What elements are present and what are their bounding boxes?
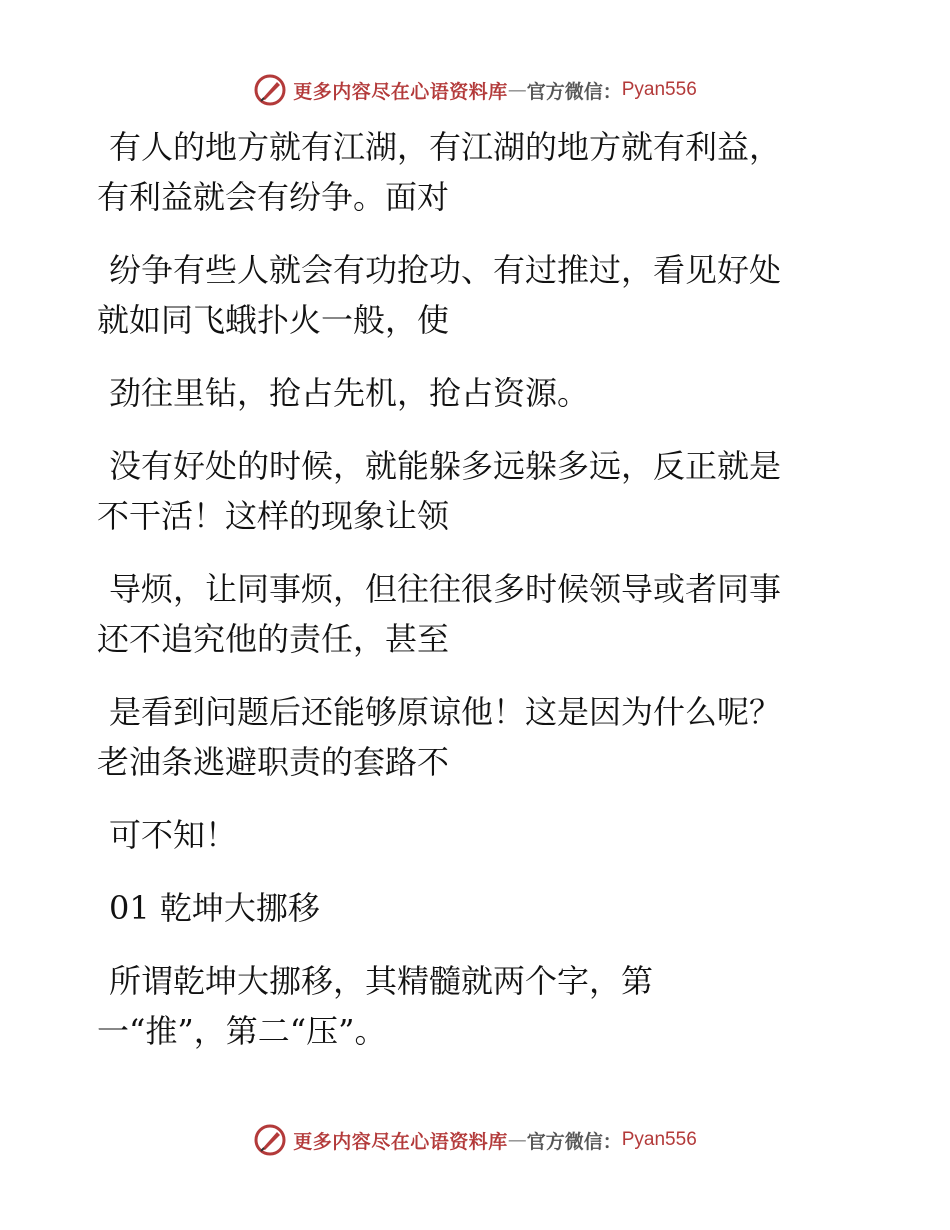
watermark-wechat-id: Pyan556 (621, 1129, 697, 1150)
watermark-dash: — (507, 79, 527, 101)
text-line: 有利益就会有纷争。面对 (97, 178, 450, 216)
heading-text: 01 乾坤大挪移 (109, 889, 320, 927)
paragraph-4 (97, 441, 837, 541)
text-line: 一“推”，第二“压”。 (97, 1012, 387, 1050)
footer-watermark (0, 1120, 950, 1160)
paragraph-1 (97, 122, 837, 222)
text-line: 可不知！ (109, 816, 238, 854)
watermark-wechat-id: Pyan556 (621, 79, 697, 100)
header-watermark (0, 70, 950, 110)
feather-pen-icon (253, 73, 287, 107)
paragraph-3 (97, 368, 837, 418)
text-line: 还不追究他的责任，甚至 (97, 620, 450, 658)
text-line: 老油条逃避职责的套路不 (97, 743, 450, 781)
text-line: 所谓乾坤大挪移，其精髓就两个字，第 (109, 962, 654, 1000)
text-line: 就如同飞蛾扑火一般，使 (97, 301, 450, 339)
paragraph-9 (97, 956, 837, 1056)
text-line: 是看到问题后还能够原谅他！这是因为什么呢？ (109, 693, 782, 731)
paragraph-6 (97, 687, 837, 787)
text-line: 没有好处的时候，就能躲多远躲多远，反正就是 (109, 447, 782, 485)
text-line: 纷争有些人就会有功抢功、有过推过，看见好处 (109, 251, 782, 289)
watermark-wechat-label: 官方微信： (526, 80, 622, 103)
paragraph-5 (97, 564, 837, 664)
text-line: 劲往里钻，抢占先机，抢占资源。 (109, 374, 590, 412)
paragraph-2 (97, 245, 837, 345)
section-heading (97, 883, 837, 933)
text-line: 导烦，让同事烦，但往往很多时候领导或者同事 (109, 570, 782, 608)
watermark-brand: 更多内容尽在心语资料库 (293, 1130, 508, 1153)
watermark-wechat-label: 官方微信： (526, 1130, 622, 1153)
watermark-brand: 更多内容尽在心语资料库 (293, 80, 508, 103)
feather-pen-icon (253, 1123, 287, 1157)
text-line: 不干活！这样的现象让领 (97, 497, 450, 535)
text-line: 有人的地方就有江湖，有江湖的地方就有利益， (109, 128, 782, 166)
watermark-dash: — (507, 1129, 527, 1151)
paragraph-7 (97, 810, 837, 860)
document-body (97, 122, 837, 1079)
